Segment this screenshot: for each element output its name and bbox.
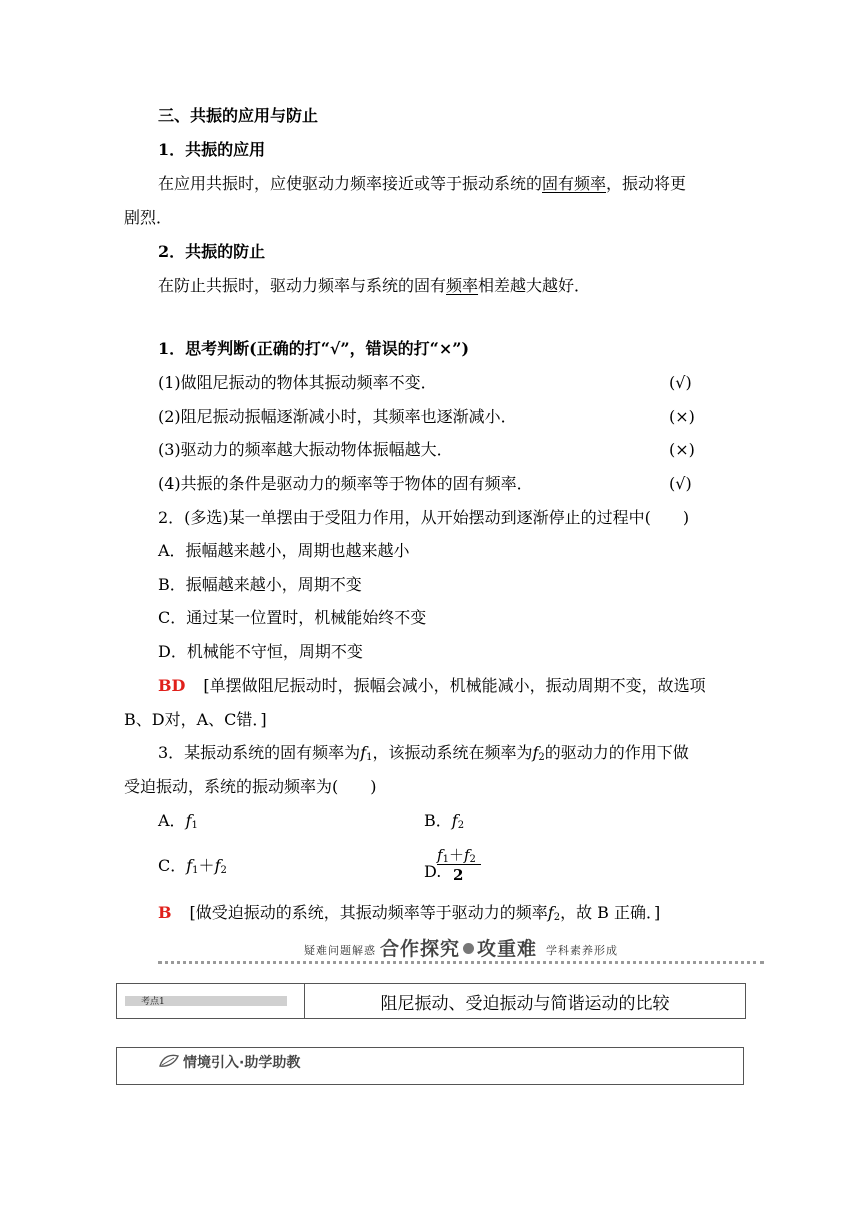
topic-tag: [117, 984, 305, 1018]
judgment-item-4: (4)共振的条件是驱动力的频率等于物体的固有频率．: [158, 474, 533, 493]
subheading-prevention: 2．共振的防止: [158, 242, 266, 261]
banner-left-text: 疑难问题解惑: [304, 944, 376, 957]
leaf-icon: [159, 1054, 179, 1068]
judgment-mark-3: (×): [669, 440, 695, 459]
judgment-item-1: (1)做阻尼振动的物体其振动频率不变．: [158, 373, 437, 392]
topic-title: 阻尼振动、受迫振动与简谐运动的比较: [380, 994, 670, 1014]
option-a: A．振幅越来越小，周期也越来越小: [158, 541, 410, 560]
question-1-title: 1．思考判断(正确的打“√”，错误的打“×”): [158, 339, 470, 358]
banner-title: 合作探究 攻重难: [380, 938, 538, 960]
paragraph-application-cont: 剧烈．: [124, 208, 173, 227]
judgment-item-2: (2)阻尼振动振幅逐渐减小时，其频率也逐渐减小．: [158, 407, 517, 426]
answer-explanation-2-cont: B、D对，A、C错．]: [124, 710, 267, 729]
option-d: D．机械能不守恒，周期不变: [158, 642, 363, 661]
section-heading: 三、共振的应用与防止: [158, 106, 319, 125]
paragraph-prevention: 在防止共振时，驱动力频率与系统的固有频率相差越大越好．: [158, 276, 591, 295]
context-box: [116, 1047, 744, 1085]
option-c: C．$f_1+f_2$: [158, 856, 227, 876]
answer-explanation-3: B [做受迫振动的系统，其振动频率等于驱动力的频率$f_2$，故 B 正确．]: [158, 903, 661, 923]
option-b: B．振幅越来越小，周期不变: [158, 575, 362, 594]
judgment-mark-4: (√): [669, 474, 692, 493]
option-a: A．$f_1$: [158, 811, 198, 831]
question-2-title: 2．(多选)某一单摆由于受阻力作用，从开始摆动到逐渐停止的过程中( ): [158, 508, 690, 527]
option-b: B．$f_2$: [424, 811, 465, 831]
banner-divider: [158, 961, 764, 964]
judgment-item-3: (3)驱动力的频率越大振动物体振幅越大．: [158, 440, 453, 459]
banner-dot-icon: [463, 943, 474, 954]
subheading-application: 1．共振的应用: [158, 140, 266, 159]
topic-tag-label: 考点1: [141, 997, 165, 1007]
question-3-line-1: 3．某振动系统的固有频率为$f_1$，该振动系统在频率为$f_2$的驱动力的作用下做: [158, 743, 689, 763]
context-label: 情境引入·助学助教: [183, 1055, 301, 1071]
fraction-numerator: $f_1+f_2$: [437, 846, 476, 865]
underlined-term: 频率: [446, 276, 479, 295]
judgment-mark-2: (×): [669, 407, 695, 426]
question-3-line-2: 受迫振动，系统的振动频率为( ): [124, 777, 377, 796]
judgment-mark-1: (√): [669, 373, 692, 392]
section-banner: [158, 938, 764, 968]
answer-label: BD: [158, 676, 186, 695]
option-c: C．通过某一位置时，机械能始终不变: [158, 608, 427, 627]
topic-box: [116, 983, 746, 1019]
fraction-denominator: 2: [453, 866, 464, 884]
answer-label: B: [158, 903, 172, 922]
paragraph-application: 在应用共振时，应使驱动力频率接近或等于振动系统的固有频率，振动将更: [158, 174, 687, 193]
banner-right-text: 学科素养形成: [546, 944, 618, 957]
answer-explanation-2: BD [单摆做阻尼振动时，振幅会减小，机械能减小，振动周期不变，故选项: [158, 676, 706, 695]
fraction-bar: [437, 864, 481, 865]
underlined-term: 固有频率: [542, 174, 607, 193]
